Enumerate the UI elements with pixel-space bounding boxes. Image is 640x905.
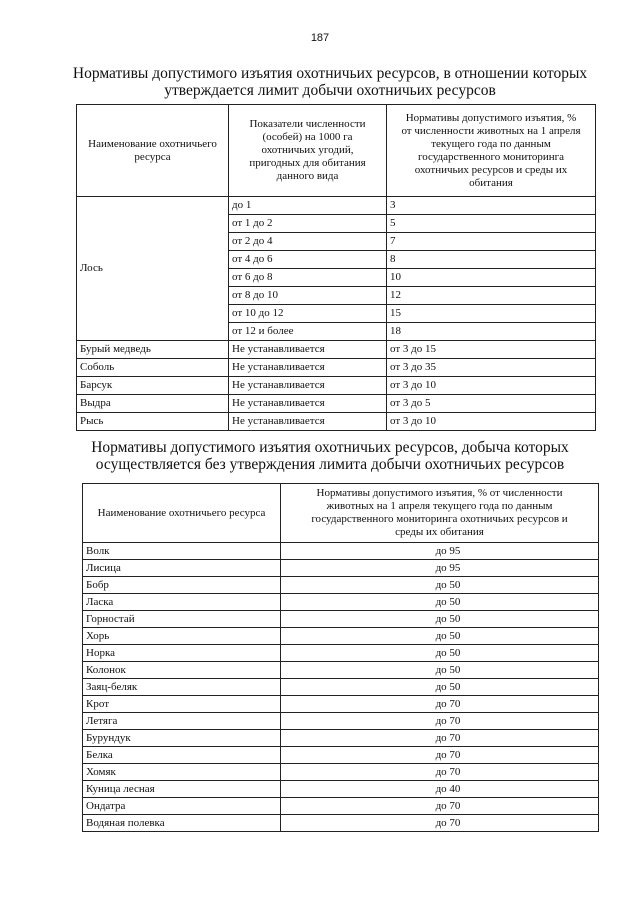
norm-cell: до 70 [281,747,599,764]
density-cell: от 1 до 2 [229,215,387,233]
table-row [83,611,599,628]
norm-cell: до 50 [281,679,599,696]
header-line: пригодных для обитания [249,157,366,169]
species-name: Летяга [83,713,281,730]
table-row [83,730,599,747]
density-cell: от 8 до 10 [229,287,387,305]
table-header-row [77,105,596,197]
table-row [83,628,599,645]
species-name: Бобр [83,577,281,594]
table-row [83,645,599,662]
species-name: Бурундук [83,730,281,747]
density-cell: от 12 и более [229,323,387,341]
table2-body [83,543,599,832]
species-name: Выдра [77,395,229,413]
page-number: 187 [310,32,330,44]
table2-title-line: Нормативы допустимого изъятия охотничьих ресурсов, добыча которых [91,439,569,456]
norm-cell: до 50 [281,611,599,628]
table1-title-line: Нормативы допустимого изъятия охотничьих ресурсов, в отношении которых [72,65,588,82]
table-row [77,395,596,413]
species-name: Заяц-беляк [83,679,281,696]
header-line: государственного мониторинга охотничьих ресурсов и [311,513,568,525]
norm-cell: до 95 [281,543,599,560]
header-line: текущего года по данным [431,137,551,150]
density-cell: от 4 до 6 [229,251,387,269]
species-name: Хомяк [83,764,281,781]
table-row [83,747,599,764]
norm-cell: 10 [387,269,596,287]
species-name: Норка [83,645,281,662]
header-line: Показатели численности [249,118,366,130]
table-row [83,713,599,730]
header-line: государственного мониторинга [417,150,565,163]
norm-cell: от 3 до 35 [387,359,596,377]
norm-cell: от 3 до 5 [387,395,596,413]
table2-title-line: осуществляется без утверждения лимита добычи охотничьих ресурсов [95,456,565,473]
species-name-moose: Лось [77,197,229,341]
table-row [77,413,596,431]
norm-cell: до 50 [281,594,599,611]
norm-cell: 7 [387,233,596,251]
species-name: Волк [83,543,281,560]
norm-cell: до 95 [281,560,599,577]
species-name: Куница лесная [83,781,281,798]
species-name: Горностай [83,611,281,628]
norm-cell: от 3 до 10 [387,413,596,431]
norm-cell: до 50 [281,628,599,645]
norm-cell: от 3 до 15 [387,341,596,359]
header-line: (особей) на 1000 га [262,131,353,143]
norm-cell: до 70 [281,730,599,747]
table-row [77,377,596,395]
header-harvest-norm [387,105,596,197]
norm-cell: до 70 [281,815,599,832]
norm-cell: до 50 [281,645,599,662]
header-line: от численности животных на 1 апреля [401,124,581,137]
header-harvest-norm [281,484,599,543]
header-line: Нормативы допустимого изъятия, % от численности [316,487,563,499]
density-cell: Не устанавливается [229,413,387,431]
header-line: Нормативы допустимого изъятия, % [405,111,577,124]
species-name: Соболь [77,359,229,377]
density-cell: от 6 до 8 [229,269,387,287]
table-row [83,594,599,611]
norm-cell: 5 [387,215,596,233]
density-cell: от 10 до 12 [229,305,387,323]
species-name: Крот [83,696,281,713]
header-line: среды их обитания [395,526,484,538]
species-name: Бурый медведь [77,341,229,359]
norm-cell: до 40 [281,781,599,798]
norm-cell: от 3 до 10 [387,377,596,395]
table-row [83,764,599,781]
table-row [83,696,599,713]
header-line: обитания [469,176,513,189]
table-row [77,359,596,377]
density-cell: Не устанавливается [229,395,387,413]
species-name: Рысь [77,413,229,431]
norm-cell: до 70 [281,764,599,781]
density-cell: до 1 [229,197,387,215]
table-row [77,197,596,215]
norm-cell: до 70 [281,713,599,730]
norm-cell: до 50 [281,662,599,679]
table1-title-line: утверждается лимит добычи охотничьих ресурсов [164,82,496,99]
norm-cell: 12 [387,287,596,305]
norm-cell: 18 [387,323,596,341]
table-row [83,798,599,815]
table-row [77,341,596,359]
table-row [83,560,599,577]
header-line: охотничьих угодий, [261,144,354,156]
header-resource-name: Наименование охотничьего ресурса [83,484,281,543]
norm-cell: до 50 [281,577,599,594]
species-name: Барсук [77,377,229,395]
norm-cell: 15 [387,305,596,323]
table2-title [60,439,600,473]
table-row [83,662,599,679]
header-line: животных на 1 апреля текущего года по данным [326,500,553,512]
density-cell: от 2 до 4 [229,233,387,251]
norm-cell: 8 [387,251,596,269]
header-population-density [229,105,387,197]
header-resource-name: Наименование охотничьего ресурса [77,105,229,197]
header-line: данного вида [276,170,339,182]
table1-title [60,65,600,99]
norm-cell: до 70 [281,798,599,815]
density-cell: Не устанавливается [229,377,387,395]
norm-cell: 3 [387,197,596,215]
species-name: Ласка [83,594,281,611]
limited-quota-table [76,104,596,431]
species-name: Лисица [83,560,281,577]
table-header-row [83,484,599,543]
norm-cell: до 70 [281,696,599,713]
species-name: Водяная полевка [83,815,281,832]
table-row [83,543,599,560]
species-name: Хорь [83,628,281,645]
table-row [83,577,599,594]
unlimited-quota-table [82,483,599,832]
species-name: Колонок [83,662,281,679]
table-row [83,781,599,798]
table-row [83,679,599,696]
species-name: Ондатра [83,798,281,815]
density-cell: Не устанавливается [229,341,387,359]
species-name: Белка [83,747,281,764]
header-line: охотничьих ресурсов и среды их [414,163,568,176]
density-cell: Не устанавливается [229,359,387,377]
table-row [83,815,599,832]
